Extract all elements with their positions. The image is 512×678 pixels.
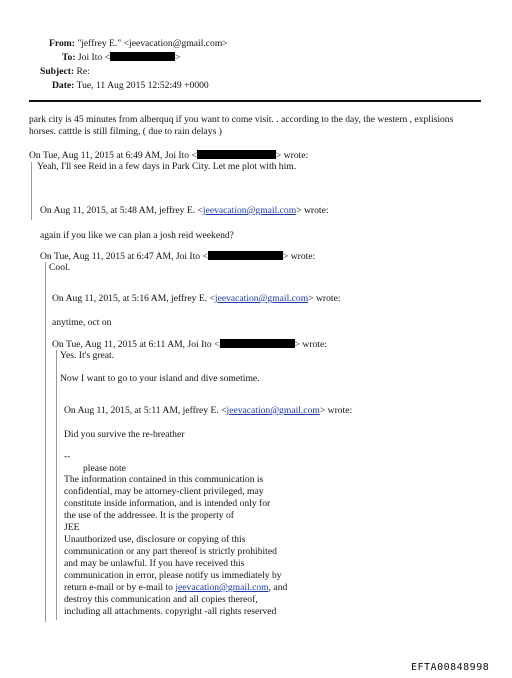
document-id: EFTA00848998 xyxy=(411,662,490,673)
disclaimer-line: JEE xyxy=(64,522,80,533)
attr-text: On Tue, Aug 11, 2015 at 6:47 AM, Joi Ito < xyxy=(40,251,208,262)
disclaimer-text: return e-mail or by e-mail to xyxy=(64,582,176,593)
redaction-box xyxy=(197,150,276,159)
disclaimer-line: and may be unlawful. If you have received this xyxy=(64,558,245,569)
attr-text: > wrote: xyxy=(275,150,309,161)
header-date-row xyxy=(52,80,209,91)
disclaimer-line: communication or any part thereof is strictly prohibited xyxy=(64,546,277,557)
body-line-1: park city is 45 minutes from alberquq if you want to come visit. . according to the day, the western , explisions xyxy=(29,114,454,125)
date-value: Tue, 11 Aug 2015 12:52:49 +0000 xyxy=(76,80,209,91)
signature-dash: -- xyxy=(64,451,71,462)
quote-2-body: again if you like we can plan a josh reid weekend? xyxy=(40,230,234,241)
date-label: Date: xyxy=(52,80,75,91)
quote-4-body: anytime, oct on xyxy=(52,317,112,328)
email-link[interactable]: jeevacation@gmail.com xyxy=(226,405,320,416)
disclaimer-line: confidential, may be attorney-client privileged, may xyxy=(64,486,264,497)
from-label: From: xyxy=(49,38,75,49)
subject-label: Subject: xyxy=(40,66,75,77)
email-link[interactable]: jeevacation@gmail.com xyxy=(214,293,309,304)
email-link[interactable]: jeevacation@gmail.com xyxy=(202,205,297,216)
quote-3-body: Cool. xyxy=(49,262,71,273)
attr-text: > wrote: xyxy=(282,251,316,262)
redaction-box xyxy=(208,251,283,260)
quote-3-attribution xyxy=(40,251,315,262)
quote-2-attribution xyxy=(40,205,329,216)
quote-1-body: Yeah, I'll see Reid in a few days in Park City. Let me plot with him. xyxy=(37,161,297,172)
to-close: > xyxy=(174,52,181,63)
quote-6-attribution xyxy=(64,405,352,416)
email-link[interactable]: jeevacation@gmail.com xyxy=(175,582,269,593)
from-value: "jeffrey E." <jeevacation@gmail.com> xyxy=(77,38,228,49)
attr-text: > wrote: xyxy=(319,405,353,416)
disclaimer-line: including all attachments. copyright -all rights reserved xyxy=(64,606,277,617)
quote-5-attribution xyxy=(52,339,327,350)
attr-text: On Aug 11, 2015, at 5:11 AM, jeffrey E. < xyxy=(64,405,227,416)
disclaimer-line: Unauthorized use, disclosure or copying of this xyxy=(64,534,246,545)
redaction-box xyxy=(110,52,175,61)
quote-bar xyxy=(56,350,57,620)
header-to-row xyxy=(62,52,180,63)
body-line-2: horses. catttle is still filming, ( due to rain delays ) xyxy=(29,126,222,137)
attr-text: On Aug 11, 2015, at 5:48 AM, jeffrey E. < xyxy=(40,205,203,216)
attr-text: On Aug 11, 2015, at 5:16 AM, jeffrey E. < xyxy=(52,293,215,304)
signature-note: please note xyxy=(83,463,126,474)
redaction-box xyxy=(220,339,295,348)
disclaimer-text: , and xyxy=(268,582,288,593)
quote-5-body-1: Yes. It's great. xyxy=(60,350,115,361)
quote-bar xyxy=(45,262,46,622)
header-divider xyxy=(29,100,481,102)
quote-bar xyxy=(31,162,32,220)
quote-5-body-2: Now I want to go to your island and dive sometime. xyxy=(60,373,260,384)
to-label: To: xyxy=(62,52,76,63)
disclaimer-line: constitute inside information, and is intended only for xyxy=(64,498,271,509)
subject-value: Re: xyxy=(76,66,90,77)
quote-1-attribution xyxy=(29,150,308,161)
attr-text: > wrote: xyxy=(308,293,341,304)
attr-text: > wrote: xyxy=(296,205,329,216)
disclaimer-line-email xyxy=(64,582,287,593)
to-value: Joi Ito < xyxy=(77,52,110,63)
disclaimer-line: The information contained in this communication is xyxy=(64,474,264,485)
attr-text: > wrote: xyxy=(294,339,327,350)
disclaimer-line: communication in error, please notify us immediately by xyxy=(64,570,282,581)
disclaimer-line: the use of the addressee. It is the property of xyxy=(64,510,234,521)
attr-text: On Tue, Aug 11, 2015 at 6:49 AM, Joi Ito < xyxy=(29,150,197,161)
disclaimer-line: destroy this communication and all copies thereof, xyxy=(64,594,258,605)
header-from-row xyxy=(49,38,228,49)
quote-4-attribution xyxy=(52,293,341,304)
attr-text: On Tue, Aug 11, 2015 at 6:11 AM, Joi Ito < xyxy=(52,339,220,350)
header-subject-row xyxy=(40,66,90,77)
quote-6-body: Did you survive the re-breather xyxy=(64,429,185,440)
